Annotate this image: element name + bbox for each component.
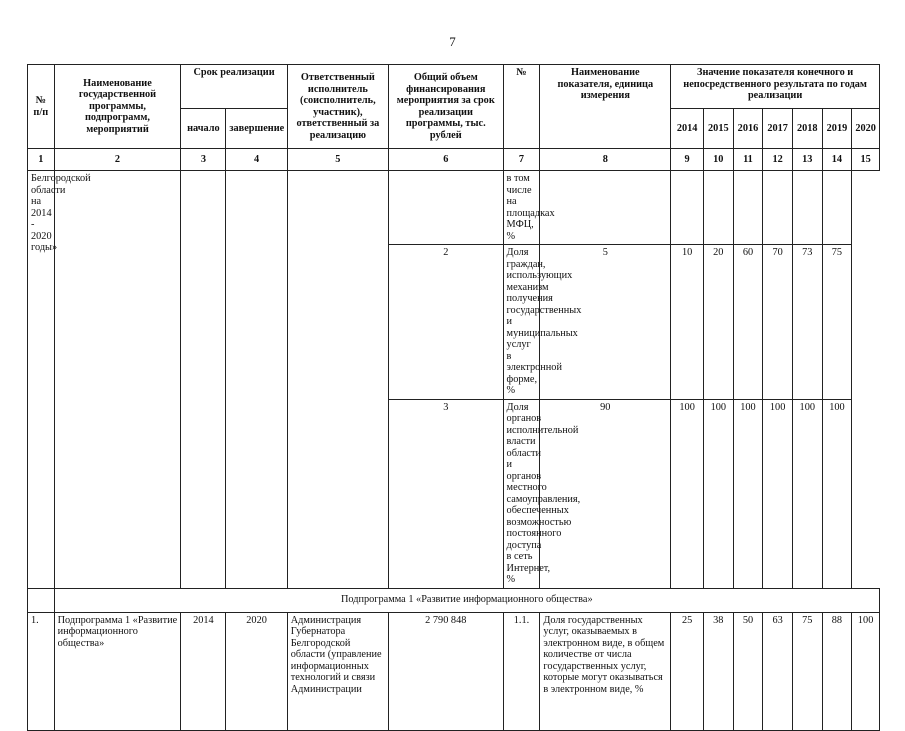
program-name: Белгородской области на 2014 - 2020 годы» <box>31 173 91 253</box>
column-number: 9 <box>671 149 704 171</box>
header-year: 2018 <box>792 109 822 149</box>
value-cell: 100 <box>852 612 880 730</box>
indicator-no: 3 <box>389 399 504 588</box>
program-name-cell <box>28 171 91 589</box>
column-number: 11 <box>733 149 763 171</box>
value-cell: 100 <box>822 399 852 588</box>
header-no: № п/п <box>28 65 55 149</box>
value-cell: 20 <box>703 245 733 400</box>
column-number: 1 <box>28 149 55 171</box>
value-cell <box>703 171 733 245</box>
column-number: 3 <box>181 149 226 171</box>
value-cell <box>733 171 763 245</box>
header-year: 2015 <box>703 109 733 149</box>
header-term: Срок реализации <box>181 65 287 109</box>
responsible: Администрация Губернатора Белгородской области (управление информационных технологий и связи Администрации <box>287 612 388 730</box>
column-number: 5 <box>287 149 388 171</box>
value-cell: 75 <box>792 612 822 730</box>
empty-cell <box>287 171 388 589</box>
value-cell: 50 <box>733 612 763 730</box>
value-cell <box>822 171 852 245</box>
column-number: 12 <box>763 149 793 171</box>
column-number: 4 <box>226 149 287 171</box>
header-year: 2019 <box>822 109 852 149</box>
value-cell: 60 <box>733 245 763 400</box>
column-number: 15 <box>852 149 880 171</box>
value-cell: 88 <box>822 612 852 730</box>
header-year: 2020 <box>852 109 880 149</box>
value-cell: 100 <box>792 399 822 588</box>
financing: 2 790 848 <box>389 612 504 730</box>
table-row <box>28 171 880 245</box>
value-cell: 25 <box>671 612 704 730</box>
column-number: 7 <box>503 149 540 171</box>
table-row <box>28 588 880 612</box>
program-table <box>27 64 880 731</box>
header-responsible: Ответственный исполнитель (соисполнитель, участник), ответственный за реализацию <box>287 65 388 149</box>
value-cell <box>671 171 704 245</box>
table-row <box>28 612 880 730</box>
header-name: Наименование государственной программы, подпрограмм, мероприятий <box>54 65 181 149</box>
empty-cell <box>28 588 55 612</box>
indicator-name: Доля граждан, использующих механизм получения государственных и муниципальных услуг в электронной форме, % <box>503 245 540 400</box>
value-cell: 100 <box>671 399 704 588</box>
value-cell: 90 <box>540 399 671 588</box>
empty-cell <box>226 171 287 589</box>
indicator-name: в том числе на площадках МФЦ, % <box>503 171 540 245</box>
header-year: 2016 <box>733 109 763 149</box>
value-cell <box>792 171 822 245</box>
header-end: завершение <box>226 109 287 149</box>
value-cell: 75 <box>822 245 852 400</box>
indicator-no: 2 <box>389 245 504 400</box>
header-indicator-no: № <box>503 65 540 149</box>
end-year: 2020 <box>226 612 287 730</box>
subprogram-title: Подпрограмма 1 «Развитие информационного общества» <box>54 588 879 612</box>
column-number: 2 <box>54 149 181 171</box>
page-number: 7 <box>449 34 456 49</box>
header-values: Значение показателя конечного и непосредственного результата по годам реализации <box>671 65 880 109</box>
header-financing: Общий объем финансирования мероприятия за срок реализации программы, тыс. рублей <box>389 65 504 149</box>
header-year: 2017 <box>763 109 793 149</box>
value-cell: 70 <box>763 245 793 400</box>
column-number: 13 <box>792 149 822 171</box>
indicator-name: Доля органов исполнительной власти области и органов местного самоуправления, обеспеченных возможностью постоянного доступа в сеть Интернет, % <box>503 399 540 588</box>
value-cell: 100 <box>733 399 763 588</box>
indicator-no <box>389 171 504 245</box>
start-year: 2014 <box>181 612 226 730</box>
subprogram-name: Подпрограмма 1 «Развитие информационного общества» <box>54 612 181 730</box>
value-cell: 5 <box>540 245 671 400</box>
value-cell: 38 <box>703 612 733 730</box>
value-cell: 63 <box>763 612 793 730</box>
column-number: 6 <box>389 149 504 171</box>
header-year: 2014 <box>671 109 704 149</box>
column-number: 10 <box>703 149 733 171</box>
value-cell: 10 <box>671 245 704 400</box>
indicator-name: Доля государственных услуг, оказываемых в электронном виде, в общем количестве от числа государственных услуг, которые могут оказываться в электронном виде, % <box>540 612 671 730</box>
value-cell: 73 <box>792 245 822 400</box>
row-number: 1. <box>28 612 55 730</box>
header-start: начало <box>181 109 226 149</box>
value-cell: 100 <box>763 399 793 588</box>
value-cell <box>540 171 671 245</box>
value-cell: 100 <box>703 399 733 588</box>
value-cell <box>763 171 793 245</box>
header-indicator-name: Наименование показателя, единица измерения <box>540 65 671 149</box>
empty-cell <box>54 171 181 589</box>
empty-cell <box>181 171 226 589</box>
column-number: 8 <box>540 149 671 171</box>
indicator-no: 1.1. <box>503 612 540 730</box>
column-number: 14 <box>822 149 852 171</box>
